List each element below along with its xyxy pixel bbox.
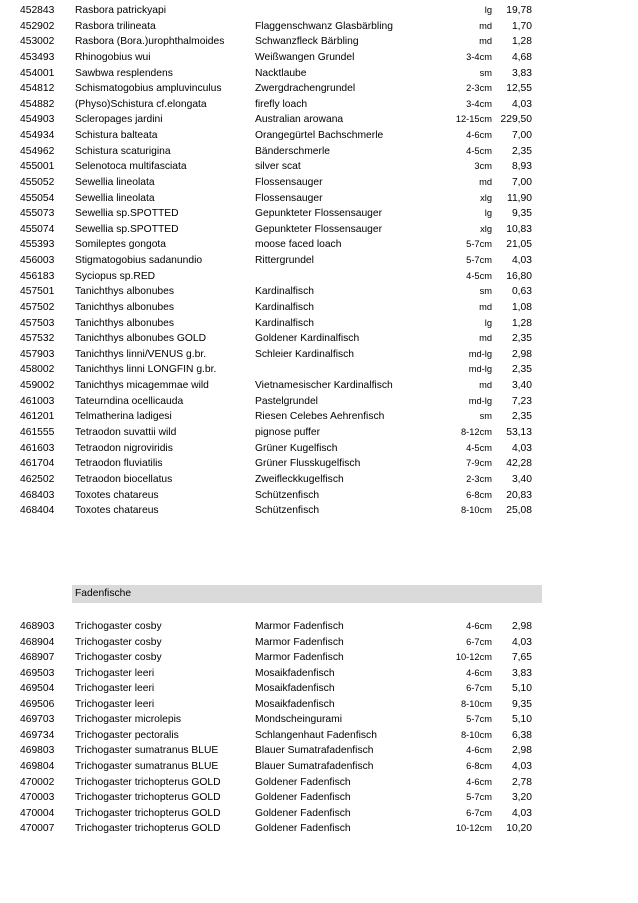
item-code: 469504 (20, 683, 55, 695)
size: 8-12cm (460, 427, 492, 437)
latin-name: Sewellia lineolata (75, 176, 155, 188)
price: 12,55 (506, 83, 532, 95)
common-name: Marmor Fadenfisch (255, 621, 344, 632)
common-name: Mosaikfadenfisch (255, 683, 335, 695)
price: 7,23 (511, 395, 532, 407)
item-code: 454934 (20, 130, 55, 142)
price: 19,78 (506, 5, 532, 16)
table-row (0, 128, 638, 144)
common-name: Grüner Kugelfisch (255, 442, 338, 454)
common-name: Kardinalfisch (255, 301, 314, 313)
item-code: 457532 (20, 333, 55, 345)
price: 10,83 (506, 223, 532, 235)
latin-name: Trichogaster microlepis (75, 714, 182, 726)
latin-name: Trichogaster cosby (75, 636, 162, 648)
category-header (72, 585, 542, 603)
latin-name: Tetraodon nigroviridis (75, 442, 173, 454)
table-row (0, 456, 638, 472)
latin-name: Sawbwa resplendens (75, 67, 173, 79)
table-row (0, 503, 638, 519)
price: 42,28 (506, 458, 532, 470)
size: 4-5cm (466, 145, 492, 156)
table-row (0, 821, 638, 837)
size: 10-12cm (455, 652, 492, 663)
latin-name: Rhinogobius wui (75, 51, 151, 63)
table-row (0, 112, 638, 128)
price: 9,35 (511, 698, 532, 710)
table-row (0, 728, 638, 744)
item-code: 454812 (20, 83, 55, 95)
item-code: 461603 (20, 442, 55, 454)
price: 3,83 (511, 667, 532, 679)
size: xlg (480, 192, 492, 203)
item-code: 469503 (20, 667, 55, 679)
common-name: silver scat (255, 161, 301, 173)
table-row (0, 300, 638, 316)
item-code: 455054 (20, 192, 55, 204)
table-row (0, 191, 638, 207)
price: 20,83 (506, 489, 532, 501)
latin-name: Tanichthys albonubes (75, 317, 175, 329)
price: 7,65 (511, 652, 532, 664)
size: 8-10cm (460, 505, 492, 516)
common-name: Gepunkteter Flossensauger (255, 208, 383, 220)
common-name: Goldener Kardinalfisch (255, 333, 360, 345)
table-row (0, 237, 638, 253)
price: 11,90 (506, 192, 532, 204)
latin-name: Trichogaster cosby (75, 652, 162, 664)
latin-name: Trichogaster trichopterus GOLD (75, 807, 221, 819)
item-code: 468403 (20, 489, 55, 501)
latin-name: Sewellia lineolata (75, 192, 155, 204)
price: 9,35 (511, 208, 532, 220)
price: 21,05 (506, 239, 532, 251)
latin-name: Tanichthys linni LONGFIN g.br. (75, 364, 217, 376)
table-row (0, 619, 638, 635)
common-name: Zwergdrachengrundel (255, 83, 356, 95)
common-name: Vietnamesischer Kardinalfisch (255, 380, 393, 392)
size: 2-3cm (466, 83, 492, 94)
common-name: Schleier Kardinalfisch (255, 348, 355, 360)
latin-name: Scleropages jardini (75, 114, 163, 126)
size: 4-5cm (466, 442, 492, 453)
common-name: Flaggenschwanz Glasbärbling (255, 20, 393, 32)
price: 1,08 (511, 301, 532, 313)
price: 25,08 (506, 505, 532, 517)
size: 5-7cm (466, 255, 492, 266)
price: 16,80 (506, 270, 532, 282)
item-code: 461555 (20, 427, 55, 438)
latin-name: Trichogaster trichopterus GOLD (75, 792, 221, 804)
latin-name: Tanichthys linni/VENUS g.br. (75, 348, 207, 360)
item-code: 454001 (20, 67, 55, 79)
price: 7,00 (511, 130, 532, 142)
price: 7,00 (511, 176, 532, 188)
common-name: Mondscheingurami (255, 714, 342, 726)
price: 2,78 (511, 776, 532, 788)
table-row (0, 394, 638, 410)
common-name: Blauer Sumatrafadenfisch (255, 760, 374, 772)
table-row (0, 378, 638, 394)
price: 8,93 (511, 161, 532, 173)
table-row (0, 284, 638, 300)
price: 2,98 (511, 621, 532, 632)
table-row (0, 175, 638, 191)
table-row (0, 681, 638, 697)
latin-name: Trichogaster cosby (75, 621, 162, 632)
size: 5-7cm (466, 792, 492, 803)
table-row (0, 472, 638, 488)
table-row (0, 790, 638, 806)
common-name: Blauer Sumatrafadenfisch (255, 745, 374, 757)
latin-name: Trichogaster sumatranus BLUE (75, 745, 219, 757)
size: 4-6cm (466, 667, 492, 678)
item-code: 470007 (20, 823, 55, 835)
item-code: 457903 (20, 348, 55, 360)
common-name: Mosaikfadenfisch (255, 667, 335, 679)
common-name: Pastelgrundel (255, 395, 318, 407)
size: 4-6cm (466, 776, 492, 787)
latin-name: Schistura scaturigina (75, 145, 171, 157)
price: 4,03 (511, 98, 532, 110)
table-row (0, 409, 638, 425)
latin-name: Somileptes gongota (75, 239, 167, 251)
size: 6-8cm (466, 489, 492, 500)
common-name: Kardinalfisch (255, 317, 314, 329)
item-code: 455052 (20, 176, 55, 188)
latin-name: Syciopus sp.RED (75, 270, 156, 282)
common-name: Riesen Celebes Aehrenfisch (255, 411, 385, 423)
latin-name: Rasbora (Bora.)urophthalmoides (75, 36, 225, 48)
price: 3,40 (511, 380, 532, 392)
size: 12-15cm (455, 114, 492, 125)
latin-name: Tanichthys micagemmae wild (75, 380, 209, 392)
common-name: Australian arowana (255, 114, 344, 126)
table-row (0, 425, 638, 441)
size: sm (479, 286, 492, 297)
size: 3-4cm (466, 98, 492, 109)
item-code: 469506 (20, 698, 55, 710)
size: 3cm (474, 161, 492, 172)
size: md (479, 36, 492, 47)
latin-name: Schistura balteata (75, 130, 158, 142)
common-name: Schlangenhaut Fadenfisch (255, 729, 377, 741)
table-row (0, 347, 638, 363)
price: 5,10 (511, 683, 532, 695)
size: 3-4cm (466, 51, 492, 62)
price: 1,70 (511, 20, 532, 32)
item-code: 452843 (20, 5, 55, 16)
common-name: pignose puffer (255, 427, 321, 438)
table-row (0, 269, 638, 285)
size: md (479, 380, 492, 391)
table-row (0, 144, 638, 160)
price: 10,20 (506, 823, 532, 835)
item-code: 469804 (20, 760, 55, 772)
size: 8-10cm (460, 698, 492, 709)
price: 6,38 (511, 729, 532, 741)
item-code: 453002 (20, 36, 55, 48)
latin-name: Trichogaster sumatranus BLUE (75, 760, 219, 772)
latin-name: Stigmatogobius sadanundio (75, 255, 203, 267)
price: 2,35 (511, 145, 532, 157)
size: lg (484, 208, 492, 219)
latin-name: Tanichthys albonubes (75, 301, 175, 313)
latin-name: Tetraodon biocellatus (75, 473, 173, 485)
table-row (0, 441, 638, 457)
table-row (0, 712, 638, 728)
price: 4,03 (511, 255, 532, 267)
common-name: moose faced loach (255, 239, 342, 251)
price: 3,83 (511, 67, 532, 79)
size: sm (479, 67, 492, 78)
common-name: Zweifleckkugelfisch (255, 473, 344, 485)
common-name: Schützenfisch (255, 489, 320, 501)
item-code: 454882 (20, 98, 55, 110)
size: 6-7cm (466, 807, 492, 818)
table-row (0, 666, 638, 682)
common-name: Grüner Flusskugelfisch (255, 458, 361, 470)
latin-name: Trichogaster leeri (75, 667, 155, 679)
size: 7-9cm (466, 458, 492, 469)
size: md (479, 301, 492, 312)
size: md-lg (468, 364, 492, 375)
price: 1,28 (511, 36, 532, 48)
price: 229,50 (500, 114, 532, 126)
table-row (0, 3, 638, 19)
size: md-lg (468, 348, 492, 359)
size: lg (484, 317, 492, 328)
item-code: 468904 (20, 636, 55, 648)
table-row (0, 316, 638, 332)
common-name: Gepunkteter Flossensauger (255, 223, 383, 235)
common-name: Schützenfisch (255, 505, 320, 517)
table-row (0, 34, 638, 50)
latin-name: (Physo)Schistura cf.elongata (75, 98, 207, 110)
common-name: Rittergrundel (255, 255, 314, 267)
size: xlg (480, 223, 492, 234)
item-code: 468404 (20, 505, 55, 517)
price: 1,28 (511, 317, 532, 329)
price: 3,20 (511, 792, 532, 804)
size: md-lg (468, 395, 492, 406)
size: 6-7cm (466, 636, 492, 647)
item-code: 454962 (20, 145, 55, 157)
table-row (0, 206, 638, 222)
common-name: Goldener Fadenfisch (255, 823, 351, 835)
item-code: 455074 (20, 223, 55, 235)
common-name: Flossensauger (255, 192, 323, 204)
price: 0,63 (511, 286, 532, 298)
size: 4-6cm (466, 130, 492, 141)
price: 4,03 (511, 760, 532, 772)
latin-name: Tateurndina ocellicauda (75, 395, 184, 407)
latin-name: Tanichthys albonubes (75, 286, 175, 298)
latin-name: Trichogaster pectoralis (75, 729, 179, 741)
item-code: 462502 (20, 473, 55, 485)
latin-name: Tetraodon fluviatilis (75, 458, 163, 470)
common-name: Schwanzfleck Bärbling (255, 36, 359, 48)
item-code: 461003 (20, 395, 55, 407)
latin-name: Selenotoca multifasciata (75, 161, 187, 173)
latin-name: Rasbora trilineata (75, 20, 156, 32)
item-code: 455073 (20, 208, 55, 220)
latin-name: Telmatherina ladigesi (75, 411, 172, 423)
size: 6-8cm (466, 760, 492, 771)
item-code: 469734 (20, 729, 55, 741)
price: 2,35 (511, 333, 532, 345)
item-code: 470004 (20, 807, 55, 819)
item-code: 453493 (20, 51, 55, 63)
table-row (0, 81, 638, 97)
common-name: Kardinalfisch (255, 286, 314, 298)
item-code: 458002 (20, 364, 55, 376)
latin-name: Trichogaster leeri (75, 698, 155, 710)
table-row (0, 331, 638, 347)
common-name: firefly loach (255, 98, 308, 110)
item-code: 470003 (20, 792, 55, 804)
size: 5-7cm (466, 714, 492, 725)
category-header-label: Fadenfische (75, 588, 132, 599)
table-row (0, 488, 638, 504)
price: 4,03 (511, 807, 532, 819)
price: 4,03 (511, 636, 532, 648)
price: 3,40 (511, 473, 532, 485)
size: md (479, 176, 492, 187)
common-name: Flossensauger (255, 176, 323, 188)
item-code: 456183 (20, 270, 55, 282)
common-name: Weißwangen Grundel (255, 51, 355, 63)
common-name: Goldener Fadenfisch (255, 776, 351, 788)
size: 6-7cm (466, 683, 492, 694)
table-row (0, 66, 638, 82)
common-name: Marmor Fadenfisch (255, 636, 344, 648)
common-name: Bänderschmerle (255, 145, 330, 157)
item-code: 468907 (20, 652, 55, 664)
item-code: 455001 (20, 161, 55, 173)
table-row (0, 775, 638, 791)
price: 53,13 (506, 427, 532, 438)
item-code: 456003 (20, 255, 55, 267)
table-row (0, 19, 638, 35)
table-row (0, 697, 638, 713)
item-code: 452902 (20, 20, 55, 32)
latin-name: Rasbora patrickyapi (75, 5, 166, 16)
size: md (479, 20, 492, 31)
item-code: 470002 (20, 776, 55, 788)
table-row (0, 759, 638, 775)
item-code: 457503 (20, 317, 55, 329)
common-name: Goldener Fadenfisch (255, 807, 351, 819)
price: 5,10 (511, 714, 532, 726)
latin-name: Tanichthys albonubes GOLD (75, 333, 207, 345)
price: 2,98 (511, 745, 532, 757)
item-code: 457501 (20, 286, 55, 298)
table-row (0, 97, 638, 113)
price: 2,35 (511, 364, 532, 376)
table-row (0, 362, 638, 378)
price: 2,98 (511, 348, 532, 360)
size: lg (484, 5, 492, 15)
latin-name: Sewellia sp.SPOTTED (75, 223, 179, 235)
size: 4-5cm (466, 270, 492, 281)
item-code: 455393 (20, 239, 55, 251)
size: sm (479, 411, 492, 422)
latin-name: Schismatogobius ampluvinculus (75, 83, 222, 95)
size: 2-3cm (466, 473, 492, 484)
size: 5-7cm (466, 239, 492, 250)
table-row (0, 159, 638, 175)
price: 4,68 (511, 51, 532, 63)
size: 10-12cm (455, 823, 492, 834)
size: 8-10cm (460, 729, 492, 740)
common-name: Orangegürtel Bachschmerle (255, 130, 384, 142)
latin-name: Sewellia sp.SPOTTED (75, 208, 179, 220)
item-code: 459002 (20, 380, 55, 392)
common-name: Goldener Fadenfisch (255, 792, 351, 804)
item-code: 457502 (20, 301, 55, 313)
table-row (0, 743, 638, 759)
common-name: Mosaikfadenfisch (255, 698, 335, 710)
common-name: Nacktlaube (255, 67, 307, 79)
latin-name: Toxotes chatareus (75, 489, 159, 501)
price: 4,03 (511, 442, 532, 454)
common-name: Marmor Fadenfisch (255, 652, 344, 664)
latin-name: Trichogaster trichopterus GOLD (75, 823, 221, 835)
item-code: 469703 (20, 714, 55, 726)
item-code: 461201 (20, 411, 55, 423)
latin-name: Trichogaster trichopterus GOLD (75, 776, 221, 788)
latin-name: Toxotes chatareus (75, 505, 159, 517)
item-code: 469803 (20, 745, 55, 757)
size: 4-6cm (466, 745, 492, 756)
table-row (0, 253, 638, 269)
table-row (0, 635, 638, 651)
table-row (0, 806, 638, 822)
item-code: 461704 (20, 458, 55, 470)
price: 2,35 (511, 411, 532, 423)
item-code: 454903 (20, 114, 55, 126)
item-code: 468903 (20, 621, 55, 632)
table-row (0, 50, 638, 66)
table-row (0, 222, 638, 238)
latin-name: Tetraodon suvattii wild (75, 427, 177, 438)
latin-name: Trichogaster leeri (75, 683, 155, 695)
size: 4-6cm (466, 621, 492, 631)
table-row (0, 650, 638, 666)
size: md (479, 333, 492, 344)
